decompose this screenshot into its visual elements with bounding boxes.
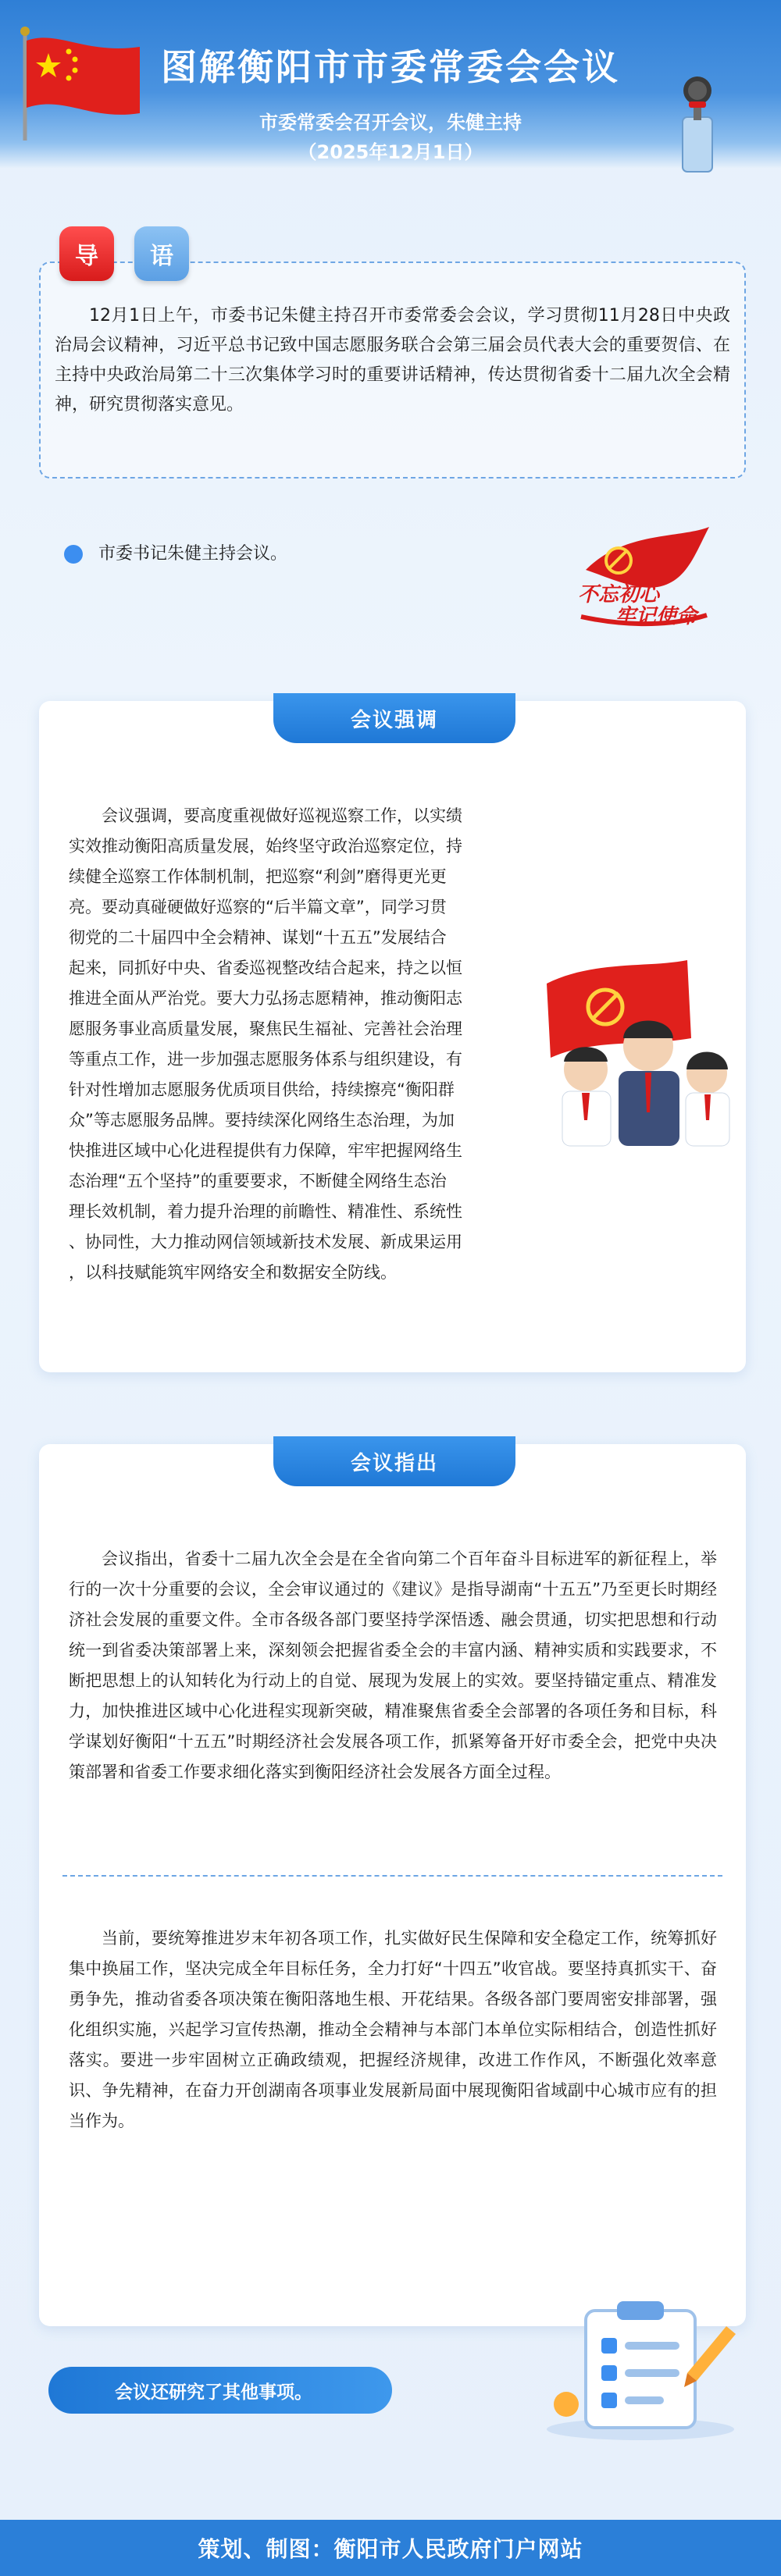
section-divider (62, 1875, 722, 1877)
section1-line: 愿服务事业高质量发展，聚焦民生福祉、完善社会治理 (69, 1019, 462, 1038)
header-banner (0, 0, 781, 168)
party-members-illustration (531, 945, 742, 1147)
section1-line: 众”等志愿服务品牌。要持续深化网络生态治理，为加 (69, 1111, 455, 1130)
other-matters-pill: 会议还研究了其他事项。 (48, 2367, 392, 2414)
section-title-emphasis: 会议强调 (273, 693, 515, 743)
bullet-dot-icon (64, 545, 83, 564)
checklist-clipboard-icon (531, 2287, 742, 2443)
party-emblem-badge (570, 523, 715, 644)
microphone-icon (654, 72, 740, 173)
bullet-text: 市委书记朱健主持会议。 (98, 544, 288, 564)
badge-line2: 牢记使命 (615, 605, 697, 628)
page-title: 图解衡阳市市委常委会会议 (161, 46, 620, 88)
section1-line: 起来，同抓好中央、省委巡视整改结合起来，持之以恒 (69, 959, 462, 977)
section1-line: 、协同性，大力推动网信领域新技术发展、新成果运用 (69, 1233, 462, 1251)
section1-line: 推进全面从严治党。要大力弘扬志愿精神，推动衡阳志 (69, 989, 462, 1008)
section1-line: 会议强调，要高度重视做好巡视巡察工作，以实绩 (102, 806, 462, 825)
section1-text (69, 801, 569, 1288)
section1-line: 理长效机制，着力提升治理的前瞻性、精准性、系统性 (69, 1202, 462, 1221)
intro-tag-dao: 导 (59, 226, 114, 281)
section-title-points: 会议指出 (273, 1436, 515, 1486)
section1-line: ，以科技赋能筑牢网络安全和数据安全防线。 (69, 1263, 397, 1282)
section1-line: 等重点工作，进一步加强志愿服务体系与组织建设，有 (69, 1050, 462, 1069)
section1-line: 彻党的二十届四中全会精神、谋划“十五五”发展结合 (69, 928, 447, 947)
section1-line: 针对性增加志愿服务优质项目供给，持续擦亮“衡阳群 (69, 1080, 455, 1099)
section2-para1: 会议指出，省委十二届九次全会是在全省向第二个百年奋斗目标进军的新征程上，举行的一次十分重要的会议，全会审议通过的《建议》是指导湖南“十五五”乃至更长时期经济社会发展的重要文件。全市各级各部门要坚持学深悟透、融会贯通，切实把思想和行动统一到省委决策部署上来，深刻领会把握省委全会的丰富内涵、精神实质和实践要求，不断把思想上的认知转化为行动上的自觉、展现为发展上的实效。要坚持锚定重点、精准发力，加快推进区域中心化进程实现新突破，精准聚焦省委全会部署的各项任务和目标，科学谋划好衡阳“十五五”时期经济社会发展各项工作，抓紧筹备开好市委全会，把党中央决策部署和省委工作要求细化落实到衡阳经济社会发展各方面全过程。 (69, 1550, 717, 1781)
page-date: （2025年12月1日） (298, 141, 483, 163)
page-subtitle: 市委常委会召开会议，朱健主持 (259, 112, 522, 133)
section1-line: 亮。要动真碰硬做好巡察的“后半篇文章”，同学习贯 (69, 898, 447, 916)
section1-line: 态治理“五个坚持”的重要要求，不断健全网络生态治 (69, 1172, 447, 1190)
intro-text: 12月1日上午，市委书记朱健主持召开市委常委会会议，学习贯彻11月28日中央政治局会议精神，习近平总书记致中国志愿服务联合会第三届会员代表大会的重要贺信、在主持中央政治局第二十三次集体学习时的重要讲话精神，传达贯彻省委十二届九次全会精神，研究贯彻落实意见。 (55, 306, 730, 415)
section-card-points (39, 1444, 746, 2326)
section1-line: 快推进区域中心化进程提供有力保障，牢牢把握网络生 (69, 1141, 462, 1160)
intro-tag-yu: 语 (134, 226, 189, 281)
section1-line: 续健全巡察工作体制机制，把巡察“利剑”磨得更光更 (69, 867, 447, 886)
section1-line: 实效推动衡阳高质量发展，始终坚守政治巡察定位，持 (69, 837, 462, 856)
footer-credit: 策划、制图：衡阳市人民政府门户网站 (0, 2520, 781, 2576)
badge-line1: 不忘初心 (578, 583, 660, 607)
section2-para2: 当前，要统筹推进岁末年初各项工作，扎实做好民生保障和安全稳定工作，统筹抓好集中换届工作，坚决完成全年目标任务，全力打好“十四五”收官战。要坚持真抓实干、奋勇争先，推动省委各项决策在衡阳落地生根、开花结果。各级各部门要周密安排部署，强化组织实施，兴起学习宣传热潮，推动全会精神与本部门本单位实际相结合，创造性抓好落实。要进一步牢固树立正确政绩观，把握经济规律，改进工作作风，不断强化效率意识、争先精神，在奋力开创湖南各项事业发展新局面中展现衡阳省域副中心城市应有的担当作为。 (69, 1929, 717, 2130)
